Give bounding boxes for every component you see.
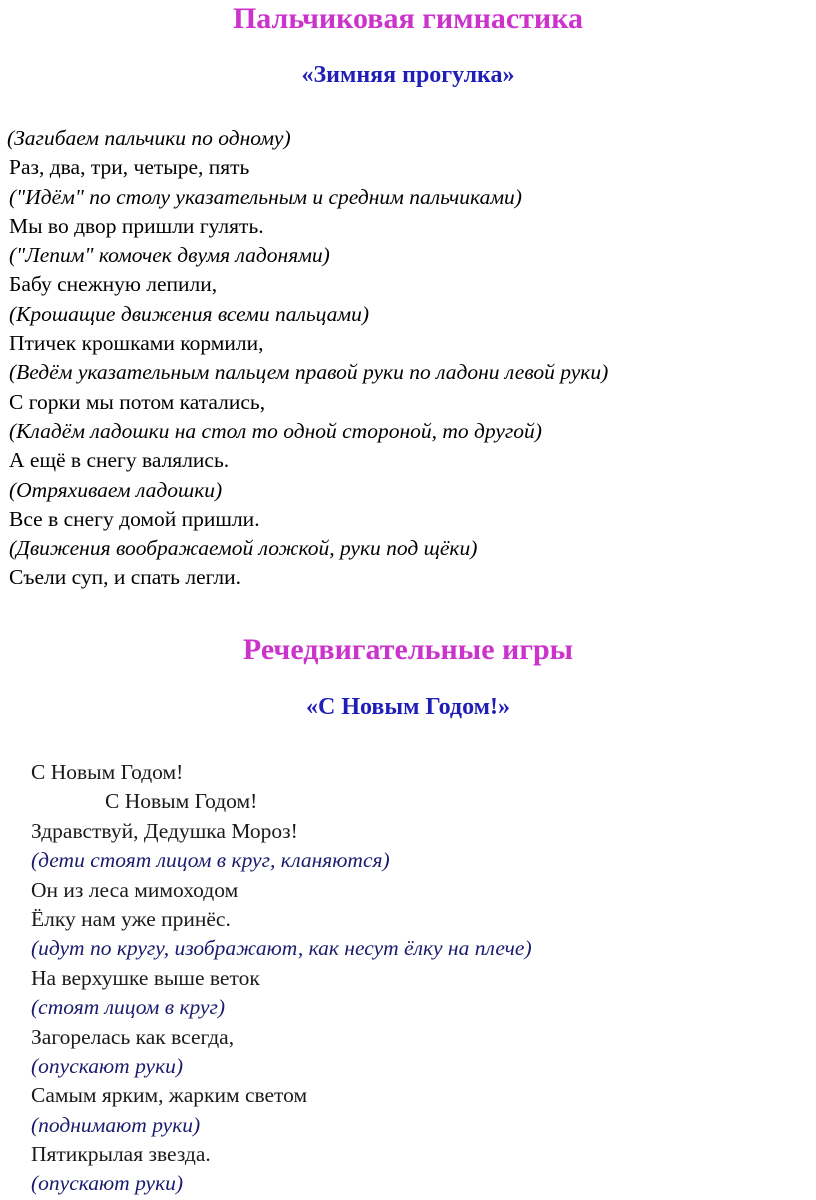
verse-line: Ёлку нам уже принёс. bbox=[31, 906, 231, 931]
section2-title: Речедвигательные игры bbox=[242, 633, 574, 666]
stage-direction: (Кладём ладошки на стол то одной стороной, то другой) bbox=[9, 418, 542, 443]
stage-direction: ("Идём" по столу указательным и средним пальчиками) bbox=[9, 184, 522, 209]
section2-subtitle: «С Новым Годом!» bbox=[306, 694, 510, 720]
stage-direction: (Крошащие движения всеми пальцами) bbox=[9, 301, 370, 326]
verse-line: Птичек крошками кормили, bbox=[9, 331, 264, 356]
verse-line: Мы во двор пришли гулять. bbox=[9, 213, 264, 238]
verse-line: Он из леса мимоходом bbox=[31, 877, 239, 902]
stage-direction: (опускают руки) bbox=[31, 1171, 184, 1196]
stage-direction: (поднимают руки) bbox=[31, 1112, 201, 1137]
verse-line: Все в снегу домой пришли. bbox=[9, 506, 260, 531]
verse-line: Здравствуй, Дедушка Мороз! bbox=[31, 818, 298, 843]
verse-line: С Новым Годом! bbox=[31, 760, 184, 784]
verse-line: А ещё в снегу валялись. bbox=[9, 448, 230, 473]
stage-direction: (Ведём указательным пальцем правой руки по ладони левой руки) bbox=[9, 360, 609, 385]
verse-line: Пятикрылая звезда. bbox=[31, 1142, 211, 1167]
verse-line: Съели суп, и спать легли. bbox=[9, 565, 241, 590]
poem-new-year bbox=[31, 758, 811, 1199]
verse-line: На верхушке выше веток bbox=[31, 965, 260, 990]
stage-direction: (стоят лицом в круг) bbox=[31, 995, 226, 1020]
verse-line: Бабу снежную лепили, bbox=[9, 272, 218, 297]
stage-direction: (Отряхиваем ладошки) bbox=[9, 477, 223, 502]
stage-direction: (идут по кругу, изображают, как несут ёлку на плече) bbox=[31, 936, 532, 961]
stage-direction: (Загибаем пальчики по одному) bbox=[7, 126, 291, 150]
verse-line: Самым ярким, жарким светом bbox=[31, 1083, 308, 1108]
stage-direction: ("Лепим" комочек двумя ладонями) bbox=[9, 243, 330, 268]
verse-line: С Новым Годом! bbox=[105, 789, 258, 814]
verse-line: С горки мы потом катались, bbox=[9, 389, 266, 414]
stage-direction: (Движения воображаемой ложкой, руки под щёки) bbox=[9, 536, 478, 561]
stage-direction: (опускают руки) bbox=[31, 1053, 184, 1078]
verse-line: Раз, два, три, четыре, пять bbox=[9, 155, 250, 180]
stage-direction: (дети стоят лицом в круг, кланяются) bbox=[31, 848, 390, 873]
verse-line: Загорелась как всегда, bbox=[31, 1024, 235, 1049]
section1-title: Пальчиковая гимнастика bbox=[232, 2, 584, 35]
poem-winter-walk bbox=[7, 124, 807, 593]
section1-subtitle: «Зимняя прогулка» bbox=[301, 62, 515, 88]
